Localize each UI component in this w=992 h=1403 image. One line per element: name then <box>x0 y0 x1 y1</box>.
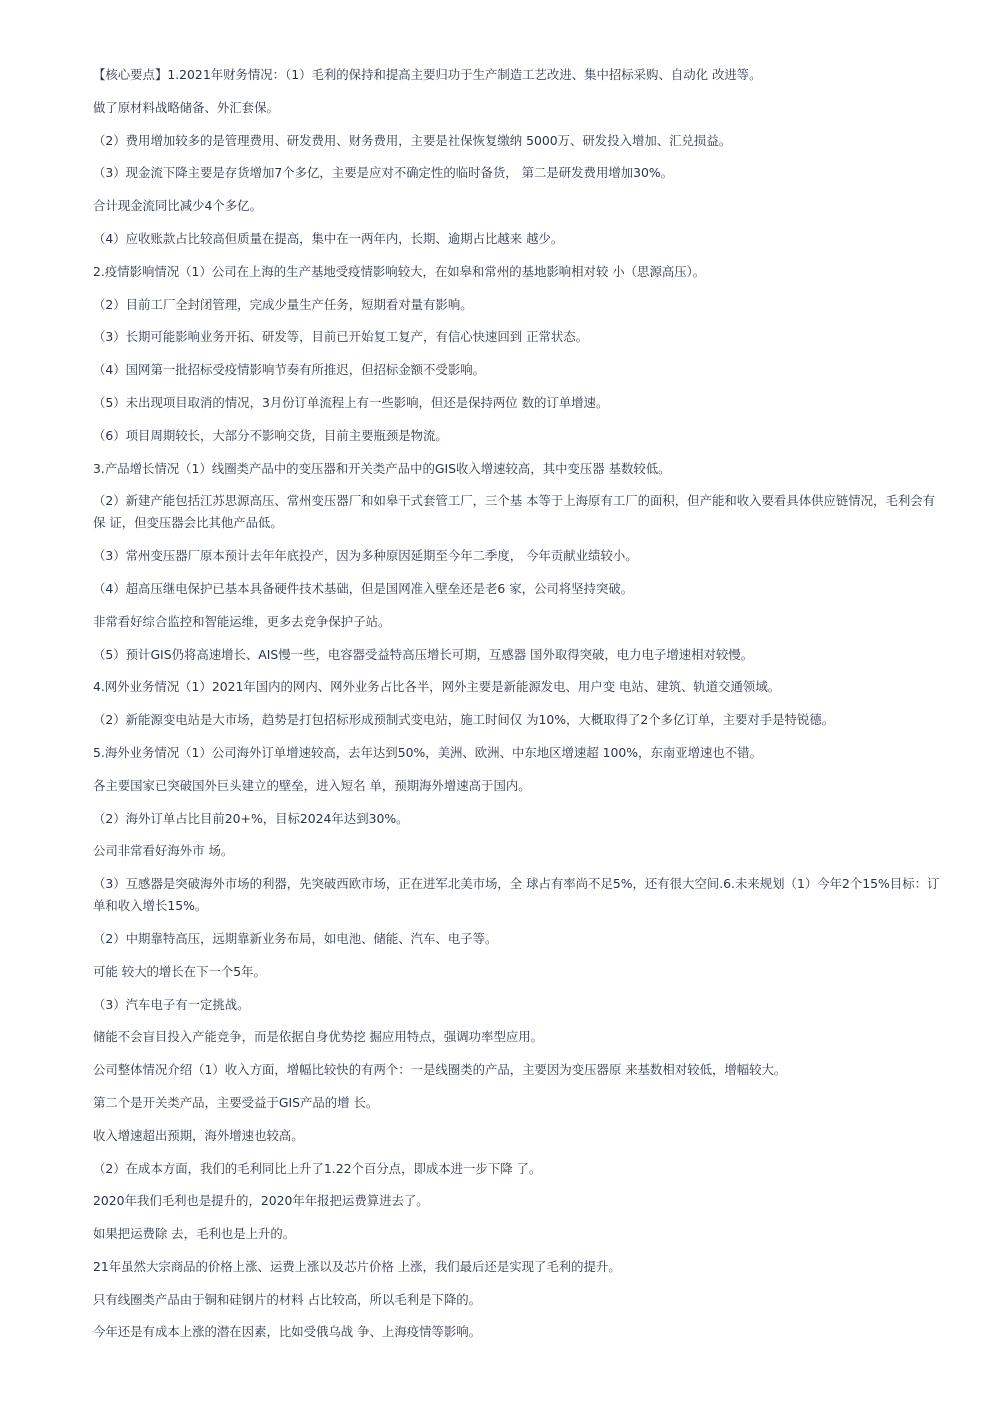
paragraph: （3）长期可能影响业务开拓、研发等，目前已开始复工复产，有信心快速回到 正常状态。 <box>93 329 589 345</box>
paragraph: （2）中期靠特高压，远期靠新业务布局，如电池、储能、汽车、电子等。 <box>93 930 498 946</box>
paragraph: 储能不会盲目投入产能竞争，而是依据自身优势挖 掘应用特点，强调功率型应用。 <box>93 1029 544 1045</box>
paragraph: 可能 较大的增长在下一个5年。 <box>93 963 266 979</box>
paragraph: （2）费用增加较多的是管理费用、研发费用、财务费用，主要是社保恢复缴纳 5000万、研发投入增加、汇兑损益。 <box>93 132 732 148</box>
paragraph: （2）海外订单占比目前20+%，目标2024年达到30%。 <box>93 810 409 826</box>
paragraph: 非常看好综合监控和智能运维，更多去竞争保护子站。 <box>93 613 391 629</box>
paragraph: （3）现金流下降主要是存货增加7个多亿，主要是应对不确定性的临时备货， 第二是研发费用增加30%。 <box>93 165 674 181</box>
paragraph: 2020年我们毛利也是提升的，2020年年报把运费算进去了。 <box>93 1193 429 1209</box>
paragraph: （4）应收账款占比较高但质量在提高，集中在一两年内，长期、逾期占比越来 越少。 <box>93 230 564 246</box>
paragraph: 5.海外业务情况（1）公司海外订单增速较高，去年达到50%，美洲、欧洲、中东地区增速超 100%，东南亚增速也不错。 <box>93 744 762 760</box>
paragraph: （6）项目周期较长，大部分不影响交货，目前主要瓶颈是物流。 <box>93 427 448 443</box>
paragraph: （3）互感器是突破海外市场的利器，先突破西欧市场，正在进军北美市场，全 球占有率尚不足5%，还有很大空间.6.未来规划（1）今年2个15%目标：订单和收入增长15%。 <box>93 876 940 914</box>
paragraph: 【核心要点】1.2021年财务情况：（1）毛利的保持和提高主要归功于生产制造工艺改进、集中招标采购、自动化 改进等。 <box>93 67 762 82</box>
paragraph: 只有线圈类产品由于铜和硅钢片的材料 占比较高，所以毛利是下降的。 <box>93 1291 482 1307</box>
paragraph: （2）新建产能包括江苏思源高压、常州变压器厂和如皋干式套管工厂，三个基 本等于上海原有工厂的面积，但产能和收入要看具体供应链情况，毛利会有保 证，但变压器会比其他产品低。 <box>93 493 935 531</box>
paragraph: 合计现金流同比减少4个多亿。 <box>93 198 262 214</box>
paragraph: 第二个是开关类产品，主要受益于GIS产品的增 长。 <box>93 1094 379 1110</box>
paragraph: 公司整体情况介绍（1）收入方面，增幅比较快的有两个：一是线圈类的产品，主要因为变压器原 来基数相对较低，增幅较大。 <box>93 1062 787 1078</box>
paragraph: 今年还是有成本上涨的潜在因素，比如受俄乌战 争、上海疫情等影响。 <box>93 1324 482 1340</box>
paragraph: （2）目前工厂全封闭管理，完成少量生产任务，短期看对量有影响。 <box>93 296 473 312</box>
paragraph: 各主要国家已突破国外巨头建立的壁垒，进入短名 单，预期海外增速高于国内。 <box>93 777 531 793</box>
paragraph: （4）超高压继电保护已基本具备硬件技术基础，但是国网准入壁垒还是老6 家，公司将坚持突破。 <box>93 580 634 596</box>
paragraph: 3.产品增长情况（1）线圈类产品中的变压器和开关类产品中的GIS收入增速较高，其中变压器 基数较低。 <box>93 460 671 476</box>
paragraph: （5）预计GIS仍将高速增长、AIS慢一些，电容器受益特高压增长可期，互感器 国外取得突破，电力电子增速相对较慢。 <box>93 646 754 662</box>
paragraph: （5）未出现项目取消的情况，3月份订单流程上有一些影响，但还是保持两位 数的订单增速。 <box>93 394 609 410</box>
paragraph: 21年虽然大宗商品的价格上涨、运费上涨以及芯片价格 上涨，我们最后还是实现了毛利的提升。 <box>93 1258 621 1274</box>
paragraph: 如果把运费除 去，毛利也是上升的。 <box>93 1226 296 1242</box>
paragraph: （3）常州变压器厂原本预计去年年底投产，因为多种原因延期至今年二季度， 今年贡献业绩较小。 <box>93 548 638 564</box>
paragraph: （2）新能源变电站是大市场，趋势是打包招标形成预制式变电站，施工时间仅 为10%，大概取得了2个多亿订单，主要对手是特锐德。 <box>93 712 835 728</box>
paragraph: （2）在成本方面，我们的毛利同比上升了1.22个百分点，即成本进一步下降 了。 <box>93 1160 542 1176</box>
paragraph: 公司非常看好海外市 场。 <box>93 843 234 859</box>
paragraph: 收入增速超出预期，海外增速也较高。 <box>93 1127 304 1143</box>
paragraph: 4.网外业务情况（1）2021年国内的网内、网外业务占比各半，网外主要是新能源发电、用户变 电站、建筑、轨道交通领域。 <box>93 679 781 695</box>
paragraph: 做了原材料战略储备、外汇套保。 <box>93 99 279 115</box>
paragraph: 2.疫情影响情况（1）公司在上海的生产基地受疫情影响较大，在如皋和常州的基地影响相对较 小（思源高压）。 <box>93 263 706 279</box>
document-body <box>93 64 945 1354</box>
paragraph: （4）国网第一批招标受疫情影响节奏有所推迟，但招标金额不受影响。 <box>93 362 485 378</box>
paragraph: （3）汽车电子有一定挑战。 <box>93 996 250 1012</box>
